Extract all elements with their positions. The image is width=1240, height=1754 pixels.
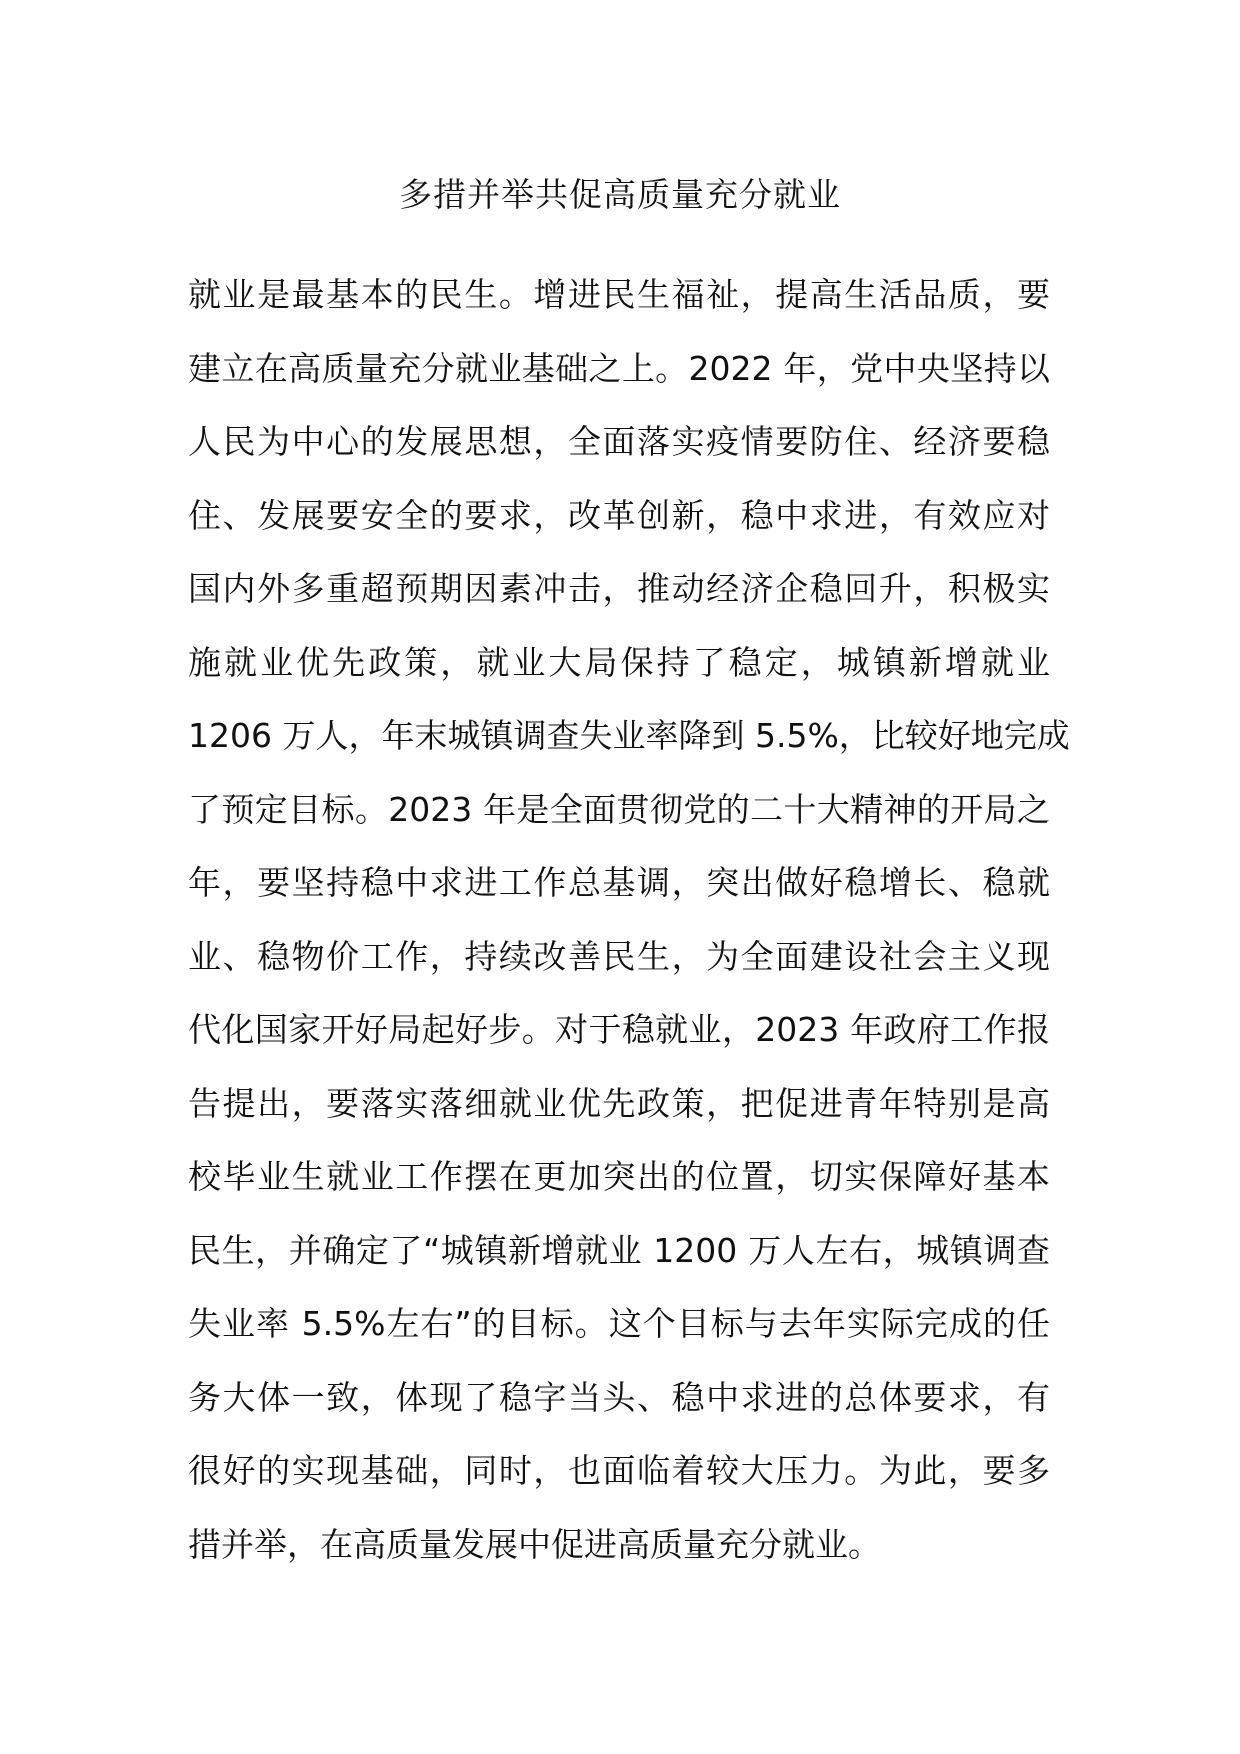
paragraph-line: 告提出，要落实落细就业优先政策，把促进青年特别是高 [188,1083,1050,1123]
paragraph-line: 业、稳物价工作，持续改善民生，为全面建设社会主义现 [188,936,1050,976]
paragraph-line: 很好的实现基础，同时，也面临着较大压力。为此，要多 [188,1451,1050,1490]
paragraph-line: 民生，并确定了“城镇新增就业 1200 万人左右，城镇调查 [188,1230,1050,1270]
body-paragraph [188,258,1070,1581]
paragraph-line: 了预定目标。2023 年是全面贯彻党的二十大精神的开局之 [188,789,1050,829]
paragraph-line: 措并举，在高质量发展中促进高质量充分就业。 [188,1524,881,1564]
paragraph-line: 代化国家开好局起好步。对于稳就业，2023 年政府工作报 [188,1010,1050,1049]
paragraph-line: 1206 万人，年末城镇调查失业率降到 5.5%，比较好地完成 [188,716,1070,755]
paragraph-line: 施就业优先政策，就业大局保持了稳定，城镇新增就业 [188,642,1050,682]
paragraph-line: 国内外多重超预期因素冲击，推动经济企稳回升，积极实 [188,569,1050,608]
paragraph-line: 人民为中心的发展思想，全面落实疫情要防住、经济要稳 [188,422,1050,461]
paragraph-line: 建立在高质量充分就业基础之上。2022 年，党中央坚持以 [188,348,1050,388]
paragraph-line: 失业率 5.5%左右”的目标。这个目标与去年实际完成的任 [188,1304,1050,1343]
paragraph-line: 就业是最基本的民生。增进民生福祉，提高生活品质，要 [188,275,1050,314]
paragraph-line: 校毕业生就业工作摆在更加突出的位置，切实保障好基本 [188,1157,1050,1196]
paragraph-line: 年，要坚持稳中求进工作总基调，突出做好稳增长、稳就 [188,863,1050,902]
paragraph-line: 务大体一致，体现了稳字当头、稳中求进的总体要求，有 [188,1377,1050,1417]
paragraph-line: 住、发展要安全的要求，改革创新，稳中求进，有效应对 [188,495,1050,535]
document-title: 多措并举共促高质量充分就业 [399,175,841,214]
